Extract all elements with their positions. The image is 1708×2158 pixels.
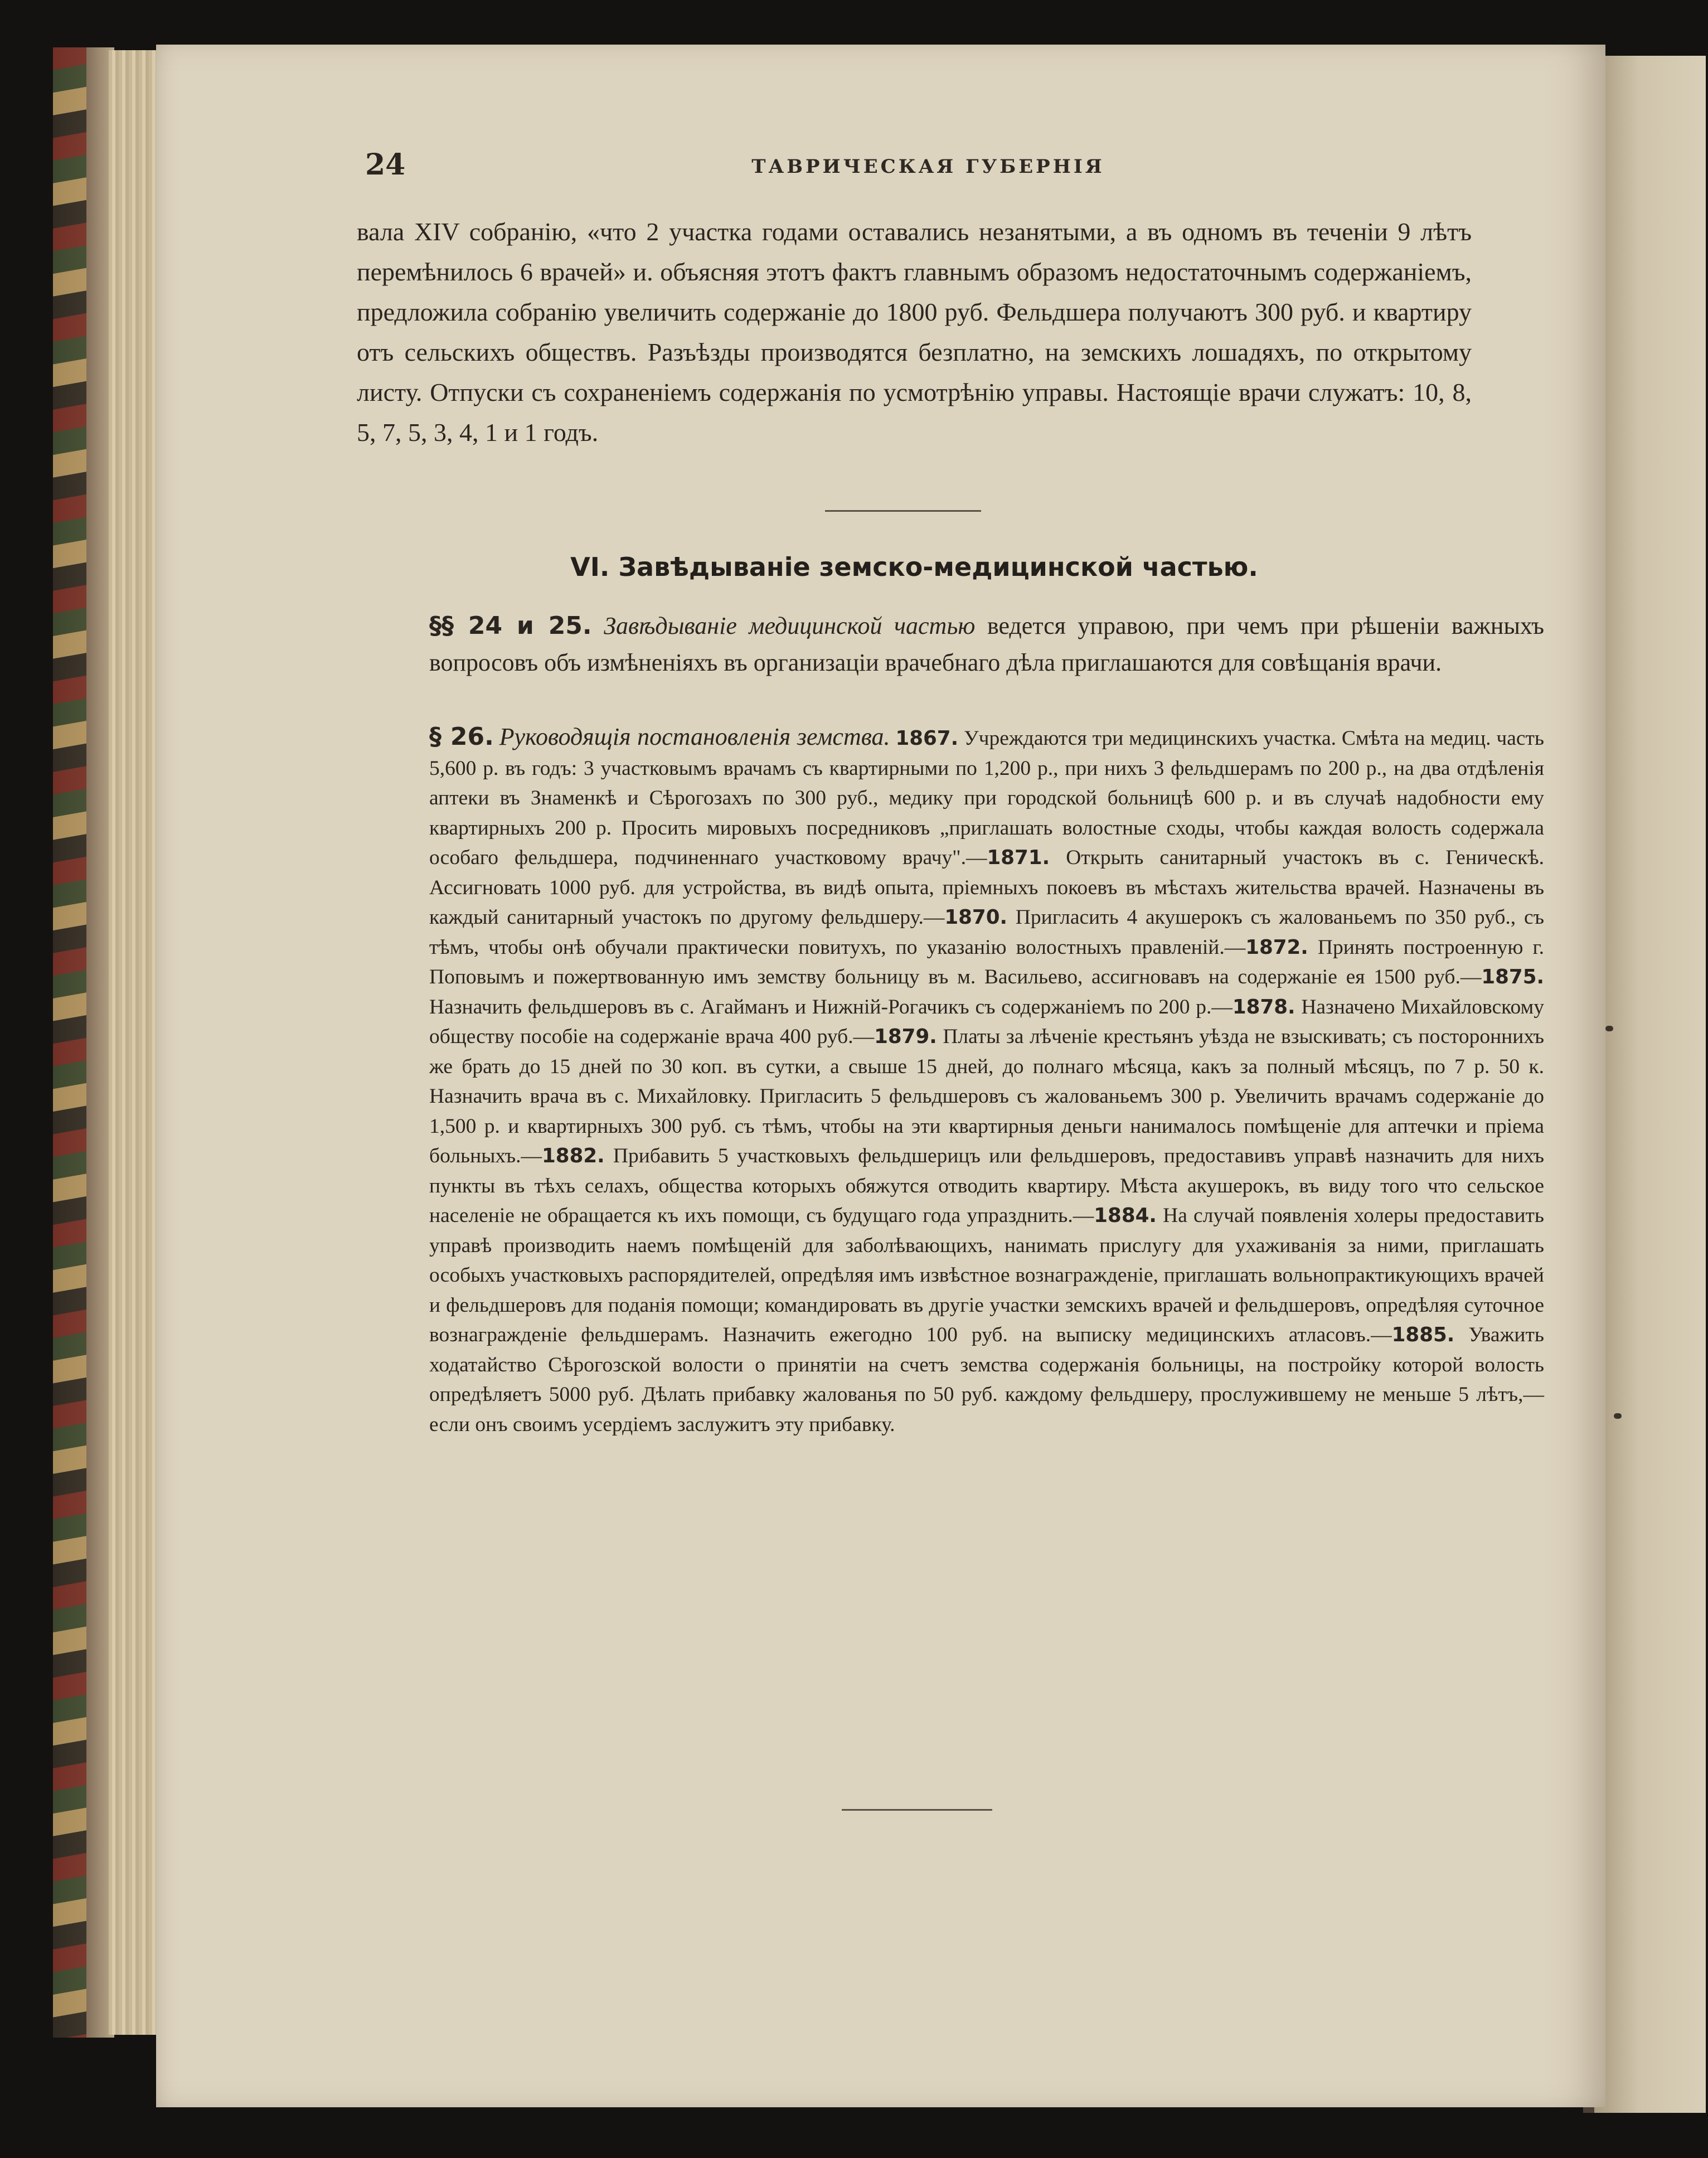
running-title: ТАВРИЧЕСКАЯ ГУБЕРНІЯ [751, 156, 1105, 178]
section-ref: § 26. [429, 722, 494, 751]
italic-heading: Руководящія постановленія земства. [499, 723, 890, 750]
marbled-cover-edge [53, 47, 86, 2038]
section-heading: VI. Завѣдываніе земско-медицинской частью. [570, 552, 1258, 582]
text-1878: Назначено Михайловскому обществу пособіе на содержаніе врача 400 руб.— [429, 995, 1544, 1048]
page-header [365, 148, 1491, 192]
paragraph-26 [357, 722, 1544, 1439]
text-1879: Платы за лѣченіе крестьянъ уѣзда не взыскивать; съ постороннихъ же брать до 15 дней по 30 коп. въ сутки, а свыше 15 дней, до полнаго мѣсяца, какъ за полный мѣсяцъ, по 7 р. 50 к. Назначить врача въ с. Михайловку. Пригласить 5 фельдшеровъ съ жалованьемъ 300 р. Увеличить врачамъ содержаніе до 1,500 р. и квартирныхъ 300 руб. съ тѣмъ, чтобы на эти квартирныя деньги нанималось помѣщеніе для аптечки и пріема больныхъ.— [429, 1025, 1544, 1167]
text-1870: Пригласить 4 акушерокъ съ жалованьемъ по 350 руб., съ тѣмъ, чтобы онѣ обучали практически повитухъ, по указанію волостныхъ правленій.— [429, 906, 1544, 959]
section-ref: §§ 24 и 25. [429, 612, 592, 640]
text-1871: Открыть санитарный участокъ въ с. Геническѣ. Ассигновать 1000 руб. для устройства, въ видѣ опыта, пріемныхъ покоевъ въ мѣстахъ жительства врачей. Назначены въ каждый санитарный участокъ по другому фельдшеру.— [429, 846, 1545, 929]
page-edges-left [109, 50, 162, 2035]
year-1867: 1867. [895, 727, 959, 750]
text-1882: Прибавить 5 участковыхъ фельдшерицъ или фельдшеровъ, предоставивъ управѣ назначить для нихъ пункты въ тѣхъ селахъ, общества которыхъ обяжутся отводить квартиру. Мѣста акушерокъ, въ виду того что сельское населеніе не обращается къ ихъ помощи, съ будущаго года упразднить.— [429, 1145, 1544, 1227]
year-1872: 1872. [1245, 935, 1308, 959]
text-1872: Принять построенную г. Поповымъ и пожертвованную имъ земству больницу въ м. Васильево, ассигновавъ на содержаніе ея 1500 руб.— [429, 935, 1544, 988]
paragraph-24-25 [357, 608, 1544, 681]
text-1885: Уважить ходатайство Сѣрогозской волости о принятіи на счетъ земства содержанія больницы, на постройку которой волость опредѣляетъ 5000 руб. Дѣлать прибавку жалованья по 50 руб. каждому фельдшеру, прослужившему не меньше 5 лѣтъ,—если онъ своимъ усердіемъ заслужитъ эту прибавку. [429, 1323, 1544, 1436]
year-1870: 1870. [944, 906, 1008, 929]
paragraph-text: ведется управою, при чемъ при рѣшеніи важныхъ вопросовъ объ измѣненіяхъ въ организаціи врачебнаго дѣла приглашаются для совѣщанія врачи. [429, 612, 1544, 676]
year-1871: 1871. [987, 846, 1050, 869]
ink-mark [1605, 1026, 1613, 1031]
year-1878: 1878. [1232, 995, 1295, 1019]
ink-mark [1614, 1413, 1622, 1419]
year-1884: 1884. [1094, 1204, 1157, 1227]
text-1884: На случай появленія холеры предоставить управѣ производить наемъ помѣщеній для заболѣвающихъ, нанимать прислугу для ухаживанія за ними, приглашать особыхъ участковыхъ распорядителей, опредѣляя имъ извѣстное вознагражденіе, приглашать вольнопрактикующихъ врачей и фельдшеровъ для поданія помощи; командировать въ другіе участки земскихъ врачей и фельдшеровъ, опредѣляя суточное вознагражденіе фельдшерамъ. Назначить ежегодно 100 руб. на выписку медицинскихъ атласовъ.— [429, 1204, 1544, 1346]
top-paragraph: вала XIV собранію, «что 2 участка годами оставались незанятыми, а въ одномъ въ теченіи 9 лѣтъ перемѣнилось 6 врачей» и. объясняя этотъ фактъ главнымъ образомъ недостаточнымъ содержаніемъ, предложила собранію увеличить содержаніе до 1800 руб. Фельдшера получаютъ 300 руб. и квартиру отъ сельскихъ обществъ. Разъѣзды производятся безплатно, на земскихъ лошадяхъ, по открытому листу. Отпуски съ сохраненіемъ содержанія по усмотрѣнію управы. Настоящіе врачи служатъ: 10, 8, 5, 7, 5, 3, 4, 1 и 1 годъ. [357, 217, 1472, 447]
page-number: 24 [365, 148, 406, 182]
italic-heading: Завѣдываніе медицинской частью [604, 612, 976, 639]
section-divider-top [825, 510, 981, 512]
year-1879: 1879. [874, 1025, 937, 1048]
year-1882: 1882. [542, 1145, 605, 1167]
section-divider-bottom [842, 1809, 992, 1811]
facing-page-edge [1594, 56, 1706, 2113]
year-1885: 1885. [1391, 1323, 1455, 1346]
text-1875: Назначить фельдшеровъ въ с. Агайманъ и Нижній-Рогачикъ съ содержаніемъ по 200 р.— [429, 995, 1233, 1019]
year-1875: 1875. [1481, 966, 1544, 988]
text-1867: Учреждаются три медицинскихъ участка. Смѣта на медиц. часть 5,600 р. въ годъ: 3 участковымъ врачамъ съ квартирными по 1,200 р., при нихъ 3 фельдшерамъ по 200 р., на два отдѣленія аптеки въ Знаменкѣ и Сѣрогозахъ по 300 руб., медику при городской больницѣ 600 р. и въ случаѣ надобности ему квартирныхъ 200 р. Просить мировыхъ посредниковъ „приглашать волостные сходы, чтобы каждая волость содержала особаго фельдшера, подчиненнаго участковому врачу".— [429, 727, 1545, 869]
